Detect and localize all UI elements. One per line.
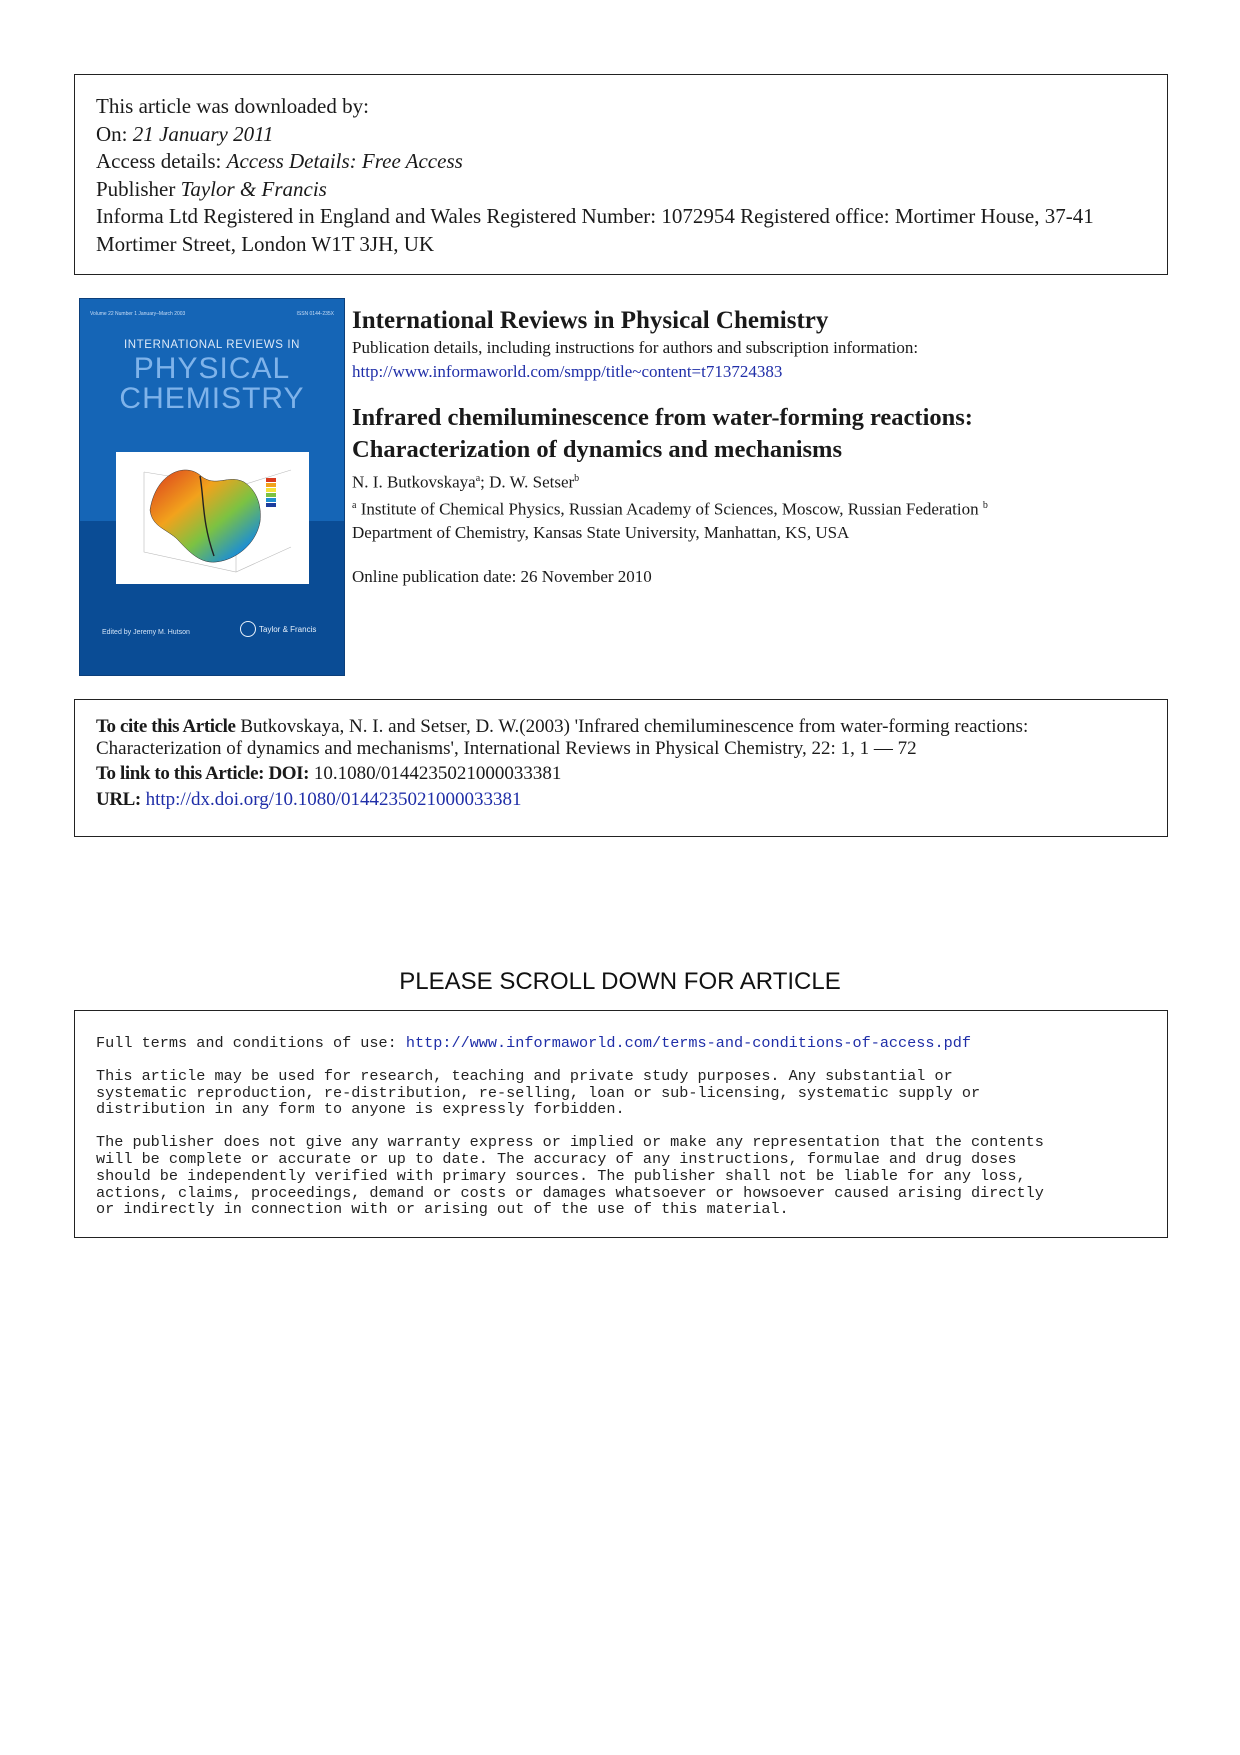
terms-line — [96, 1035, 1145, 1052]
author-1: N. I. Butkovskaya — [352, 472, 476, 492]
cover-publisher-logo — [240, 621, 316, 637]
cover-publisher-name: Taylor & Francis — [259, 624, 317, 634]
article-url — [96, 789, 1147, 811]
scroll-notice: PLEASE SCROLL DOWN FOR ARTICLE — [399, 968, 841, 995]
affiliation-a — [352, 494, 1192, 522]
author-1-affil: a — [475, 473, 481, 484]
article-title-line1: Infrared chemiluminescence from water-forming reactions: — [352, 404, 973, 431]
affil-a-text: Institute of Chemical Physics, Russian Academy of Sciences, Moscow, Russian Federation — [356, 499, 983, 519]
cover-issn: ISSN 0144-235X — [296, 311, 334, 317]
surface-plot-graphic — [116, 452, 309, 584]
download-date-value: 21 January 2011 — [132, 121, 274, 146]
journal-url-link[interactable]: http://www.informaworld.com/smpp/title~content=t713724383 — [352, 362, 783, 381]
terms-url-link[interactable]: http://www.informaworld.com/terms-and-conditions-of-access.pdf — [405, 1034, 971, 1052]
publisher-value: Taylor & Francis — [180, 176, 327, 201]
download-info-box — [74, 74, 1168, 275]
affil-a-marker: a — [352, 499, 357, 511]
doi-value: 10.1080/0144235021000033381 — [309, 763, 562, 784]
downloaded-by: This article was downloaded by: — [96, 94, 369, 118]
author-2-affil: b — [574, 473, 580, 484]
article-info — [352, 306, 1192, 589]
cite-label: To cite this Article — [96, 716, 236, 737]
terms-paragraph-usage: This article may be used for research, teaching and private study purposes. Any substantial or systematic reproduction, re-distribution, re-selling, loan or sub-licensing, systematic supply or distribution in any form to anyone is expressly forbidden. — [96, 1066, 981, 1119]
citation-box — [74, 699, 1168, 837]
publisher-logo-icon — [240, 621, 256, 637]
cover-journal-top: INTERNATIONAL REVIEWS IN — [123, 339, 301, 351]
access-details-value: Access Details: Free Access — [226, 149, 463, 173]
terms-paragraph-warranty: The publisher does not give any warranty express or implied or make any representation that the contents will be complete or accurate or up to date. The accuracy of any instructions, formulae and drug doses should be independently verified with primary sources. The publisher shall not be liable for any loss, actions, claims, proceedings, demand or costs or damages whatsoever or howsoever caused arising directly or indirectly in connection with or arising out of the use of this material. — [96, 1133, 1044, 1219]
url-label: URL: — [96, 788, 141, 810]
affiliation-b: Department of Chemistry, Kansas State University, Manhattan, KS, USA — [352, 523, 850, 543]
article-doi — [96, 763, 1147, 785]
author-2: D. W. Setser — [489, 472, 575, 492]
access-details — [96, 148, 1147, 176]
terms-box — [74, 1010, 1168, 1238]
doi-url-link[interactable]: http://dx.doi.org/10.1080/0144235021000033381 — [145, 788, 522, 810]
online-publication-date: Online publication date: 26 November 2010 — [352, 567, 652, 587]
cover-journal-line1: PHYSICAL — [133, 352, 291, 385]
cover-journal-line2: CHEMISTRY — [119, 382, 305, 415]
download-date-label: On: — [96, 121, 133, 146]
cover-volume: Volume 22 Number 1 January–March 2003 — [90, 311, 186, 317]
article-title-line2: Characterization of dynamics and mechanisms — [352, 436, 842, 463]
registered-office: Informa Ltd Registered in England and Wales Registered Number: 1072954 Registered office: Mortimer House, 37-41 Mortimer Street, London W1T 3JH, UK — [96, 204, 1094, 256]
cite-text: Butkovskaya, N. I. and Setser, D. W.(2003) 'Infrared chemiluminescence from water-forming reactions: Characterization of dynamics and mechanisms', International Reviews in Physical Chemistry, 22: 1, 1 — 72 — [96, 716, 1029, 759]
terms-label: Full terms and conditions of use: — [96, 1034, 406, 1052]
journal-cover-image — [79, 298, 345, 676]
authors — [352, 467, 1192, 494]
cite-article — [96, 716, 1147, 759]
article-title — [352, 402, 1192, 466]
journal-title: International Reviews in Physical Chemistry — [352, 307, 829, 334]
download-date — [96, 121, 1147, 149]
publisher-label: Publisher — [96, 176, 181, 201]
publisher — [96, 176, 1147, 204]
doi-label: To link to this Article: DOI: — [96, 763, 310, 784]
cover-surface-plot — [116, 452, 309, 584]
publication-details: Publication details, including instructions for authors and subscription information: — [352, 338, 919, 357]
cover-strip — [90, 311, 334, 317]
author-separator: ; — [480, 472, 490, 492]
affil-b-marker: b — [982, 499, 988, 511]
cover-editor: Edited by Jeremy M. Hutson — [102, 629, 190, 636]
access-details-label: Access details: — [96, 149, 227, 173]
cover-journal-name — [80, 354, 344, 414]
